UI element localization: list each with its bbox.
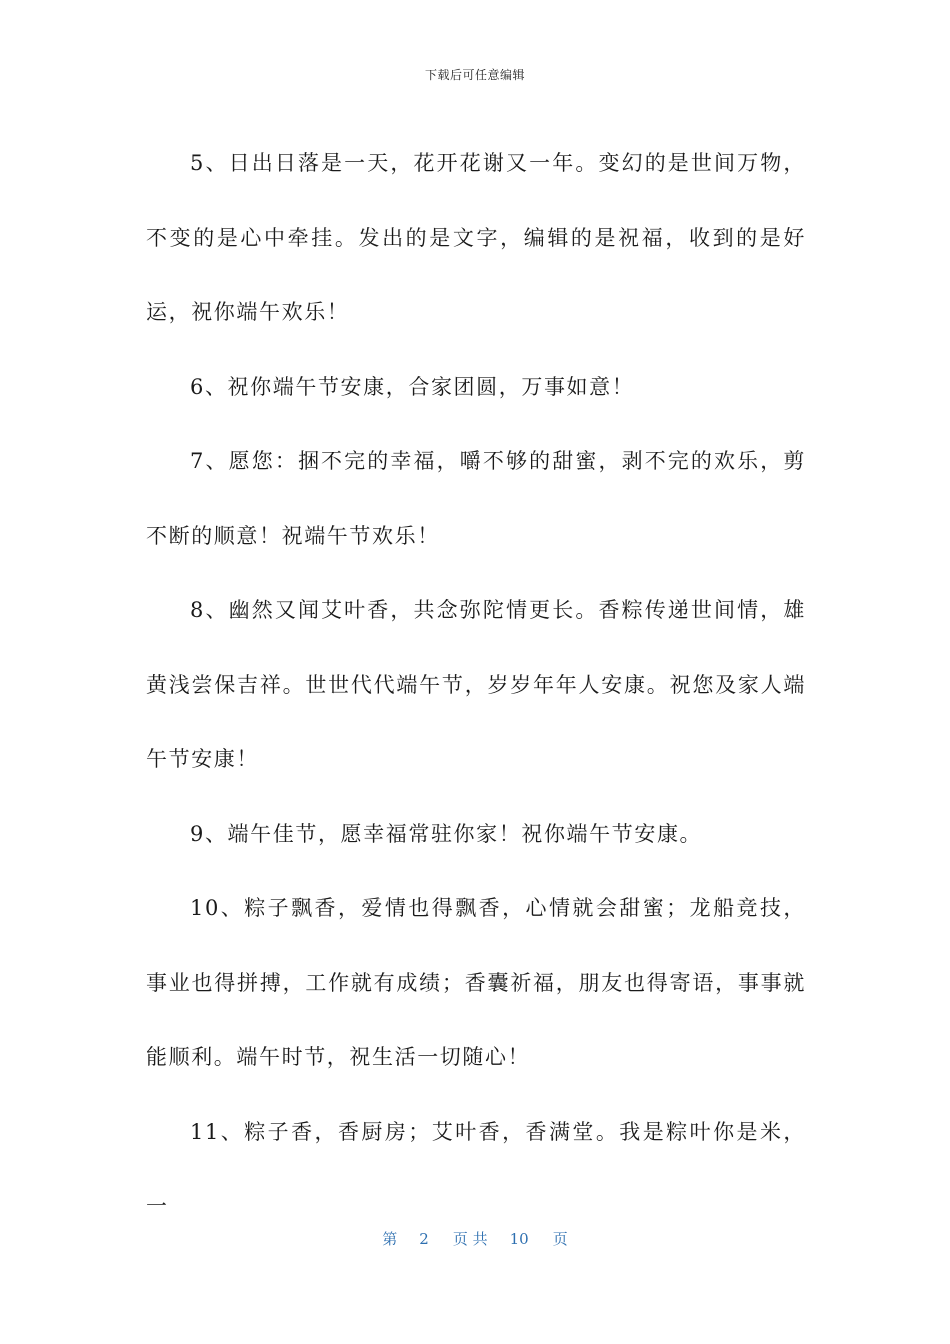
- page-footer: [0, 1228, 950, 1249]
- page-header: 下载后可任意编辑: [424, 68, 525, 82]
- document-body: [146, 126, 806, 1244]
- paragraph-5: 5、日出日落是一天，花开花谢又一年。变幻的是世间万物，不变的是心中牵挂。发出的是文字，编辑的是祝福，收到的是好运，祝你端午欢乐！: [146, 151, 806, 324]
- paragraph-7: 7、愿您：捆不完的幸福，嚼不够的甜蜜，剥不完的欢乐，剪不断的顺意！祝端午节欢乐！: [146, 449, 806, 548]
- footer-total-pages: 10: [509, 1230, 529, 1248]
- paragraph-11: 11、粽子香，香厨房；艾叶香，香满堂。我是粽叶你是米，一: [146, 1119, 806, 1218]
- footer-suffix: 页: [552, 1230, 568, 1248]
- footer-current-page: 2: [419, 1230, 429, 1248]
- paragraph-8: 8、幽然又闻艾叶香，共念弥陀情更长。香粽传递世间情，雄黄浅尝保吉祥。世世代代端午节，岁岁年年人安康。祝您及家人端午节安康！: [146, 598, 806, 771]
- paragraph-6: 6、祝你端午节安康，合家团圆，万事如意！: [190, 374, 635, 399]
- paragraph-10: 10、粽子飘香，爱情也得飘香，心情就会甜蜜；龙船竞技，事业也得拼搏，工作就有成绩；香囊祈福，朋友也得寄语，事事就能顺利。端午时节，祝生活一切随心！: [146, 896, 806, 1069]
- footer-middle: 页 共: [452, 1230, 488, 1248]
- paragraph-9: 9、端午佳节，愿幸福常驻你家！祝你端午节安康。: [190, 821, 703, 846]
- footer-prefix: 第: [382, 1230, 398, 1248]
